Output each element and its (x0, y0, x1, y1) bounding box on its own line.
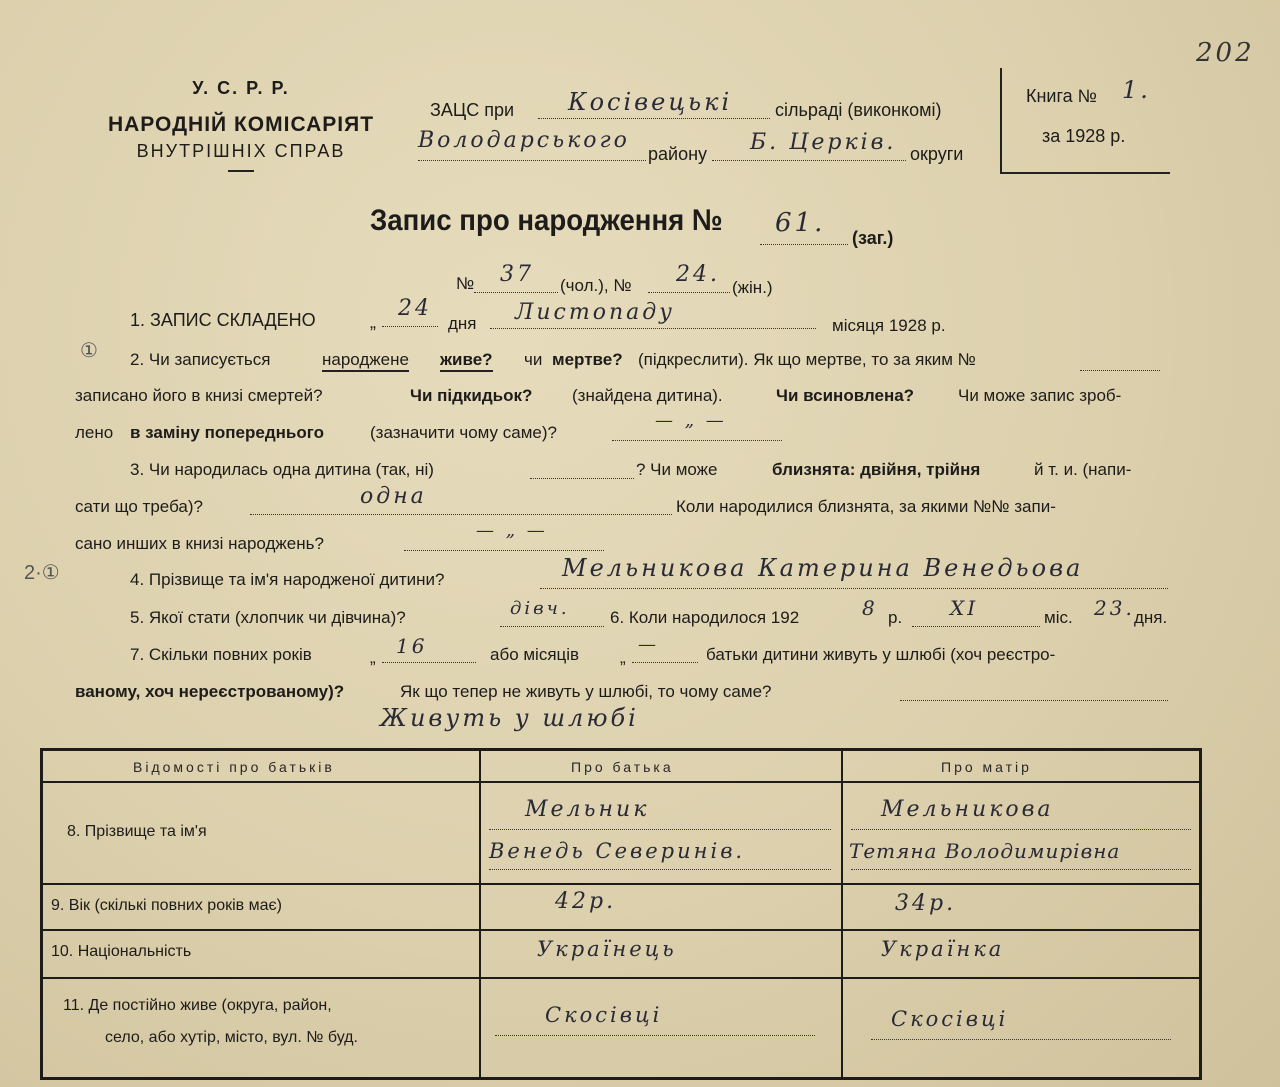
republic-label: У. С. Р. Р. (192, 78, 290, 98)
okrug-hw: Б. Церків. (750, 130, 897, 155)
margin-mark-1: ① (80, 340, 98, 362)
q7-quote2: „ (620, 648, 626, 667)
zags-suffix: сільраді (виконкомі) (775, 100, 942, 120)
q6-day-hw: 23. (1094, 596, 1135, 620)
row-residence-label-1: 11. Де постійно живе (округа, район, (63, 997, 332, 1014)
book-year: за 1928 р. (1042, 126, 1126, 146)
q1-month-hw: Листопаду (515, 300, 675, 325)
book-number: 1. (1122, 76, 1151, 104)
mother-name-line (851, 869, 1191, 870)
commissariat-label: НАРОДНІЙ КОМІСАРІЯТ (107, 113, 375, 136)
q2-line2-e: Чи може запис зроб- (958, 386, 1122, 405)
okrug-line (712, 160, 906, 161)
q2-answer-hw: — „ — (655, 410, 727, 431)
header-dash (228, 170, 254, 172)
mother-name-hw: Тетяна Володимирівна (849, 839, 1121, 863)
q2-line2-d: Чи всиновлена? (776, 386, 915, 405)
q3-line2-a: сати що треба)? (75, 497, 203, 516)
q4-answer-line (540, 588, 1168, 589)
q1-day-line (382, 326, 438, 327)
male-no-line (474, 292, 558, 293)
mother-surname-line (851, 829, 1191, 830)
female-label: (жін.) (732, 278, 773, 297)
district-line (418, 160, 646, 161)
record-number-line (760, 244, 848, 245)
row-name-label: 8. Прізвище та ім'я (67, 823, 207, 840)
mother-residence-line (871, 1039, 1171, 1040)
dept-label: ВНУТРІШНІХ СПРАВ (136, 141, 346, 161)
mother-age-hw: 34р. (895, 891, 957, 916)
mother-nationality-hw: Українка (881, 937, 1005, 961)
q3-answer2-hw: — „ — (476, 520, 548, 541)
father-residence-hw: Скосівці (545, 1003, 663, 1027)
q7-answer-line (900, 700, 1168, 701)
q7-years-line (382, 662, 476, 663)
q3-b: ? Чи може (636, 460, 718, 479)
father-age-hw: 42р. (555, 889, 617, 914)
row-residence-label-2: село, або хутір, місто, вул. № буд. (105, 1029, 358, 1046)
q2-b: народжене (322, 350, 409, 372)
father-surname-hw: Мельник (525, 797, 650, 822)
record-number-hw: 61. (775, 208, 826, 238)
record-title-suffix: (заг.) (852, 228, 894, 248)
q2-a: 2. Чи записується (130, 350, 271, 369)
female-no-hw: 24. (676, 262, 720, 287)
q5-answer-line (500, 626, 604, 627)
q7-line2-a: ваному, хоч нереєстрованому)? (75, 682, 345, 701)
zags-village-hw: Косівецькі (568, 88, 733, 116)
table-row-divider-2 (43, 929, 1199, 931)
q6-month-line (912, 626, 1040, 627)
record-title: Запис про народження № (370, 204, 723, 237)
father-nationality-hw: Українець (537, 937, 677, 961)
q7-months-line (632, 662, 698, 663)
table-header-divider (43, 781, 1199, 783)
district-label: району (648, 144, 708, 164)
table-row-divider-3 (43, 977, 1199, 979)
table-col-divider-1 (479, 751, 481, 1077)
mother-surname-hw: Мельникова (881, 797, 1054, 822)
q1-day-hw: 24 (398, 296, 432, 321)
q7-months-hw: — (638, 634, 659, 655)
q3-d: й т. и. (напи- (1034, 460, 1132, 479)
q2-f: (підкреслити). Як що мертве, то за яким № (638, 350, 976, 369)
q6-dnya: дня. (1134, 608, 1168, 627)
district-hw: Володарського (418, 128, 630, 153)
okrug-label: округи (910, 144, 964, 164)
q2-line3-a: лено (75, 423, 114, 442)
zags-prefix: ЗАЦС при (430, 100, 515, 120)
book-label: Книга № (1026, 86, 1097, 106)
q3-line2-b: Коли народилися близнята, за якими №№ запи- (676, 497, 1056, 516)
q6-label: 6. Коли народилося 192 (610, 608, 800, 627)
q2-line2-a: записано його в книзі смертей? (75, 386, 323, 405)
father-name-line (489, 869, 831, 870)
q7-quote1: „ (370, 648, 376, 667)
table-header-mother: Про матір (941, 759, 1032, 775)
q6-month-hw: XI (950, 596, 979, 620)
male-no-label: № (456, 274, 475, 293)
q1-suffix: місяця 1928 р. (832, 316, 946, 335)
q1-prefix: 1. ЗАПИС СКЛАДЕНО (130, 310, 316, 330)
header-org-block (96, 78, 386, 172)
q2-line3-c: (зазначити чому саме)? (370, 423, 557, 442)
page-number: 202 (1196, 38, 1255, 68)
q7-years-hw: 16 (396, 634, 428, 658)
father-residence-line (495, 1035, 815, 1036)
q5-label: 5. Якої стати (хлопчик чи дівчина)? (130, 608, 406, 627)
q1-month-line (490, 328, 816, 329)
q2-e: мертве? (552, 350, 623, 369)
q2-answer-line (612, 440, 782, 441)
q1-quote-open: „ (370, 312, 376, 332)
father-name-hw: Венедь Северинів. (489, 839, 746, 863)
q3-line3: сано инших в книзі народжень? (75, 534, 324, 553)
q3-answer-line (250, 514, 672, 515)
q2-line2-b: Чи підкидьок? (410, 386, 533, 405)
female-no-line (648, 292, 730, 293)
q2-line3-b: в заміну попереднього (130, 423, 324, 442)
table-header-info: Відомості про батьків (133, 759, 335, 775)
q7-c: батьки дитини живуть у шлюбі (хоч реєстро- (706, 645, 1056, 664)
q2-d: чи (524, 350, 543, 369)
q6-year-hw: 8 (862, 596, 878, 620)
father-surname-line (489, 829, 831, 830)
male-label: (чол.), № (560, 276, 632, 295)
zags-village-line (538, 118, 770, 119)
q2-no-line (1080, 370, 1160, 371)
table-col-divider-2 (841, 751, 843, 1077)
q3-a-line (530, 478, 634, 479)
q3-a: 3. Чи народилась одна дитина (так, ні) (130, 460, 434, 479)
parents-table (40, 748, 1202, 1080)
q4-label: 4. Прізвище та ім'я народженої дитини? (130, 570, 445, 589)
q7-line2-b: Як що тепер не живуть у шлюбі, то чому саме? (400, 682, 772, 701)
q2-line2-c: (знайдена дитина). (572, 386, 723, 405)
margin-mark-2: 2·① (24, 562, 60, 584)
q7-b: або місяців (490, 645, 580, 664)
mother-residence-hw: Скосівці (891, 1007, 1009, 1031)
q7-answer-hw: Живуть у шлюбі (380, 704, 639, 732)
q7-a: 7. Скільки повних років (130, 645, 312, 664)
table-row-divider-1 (43, 883, 1199, 885)
q3-c: близнята: двійня, трійня (772, 460, 981, 479)
q1-day-label: дня (448, 314, 477, 333)
row-age-label: 9. Вік (скількі повних років має) (51, 897, 282, 914)
q3-answer2-line (404, 550, 604, 551)
row-nationality-label: 10. Національність (51, 943, 192, 960)
q3-answer-hw: одна (360, 484, 427, 509)
q4-answer-hw: Мельникова Катерина Венедьова (562, 554, 1084, 582)
male-no-hw: 37 (500, 262, 534, 287)
table-header-father: Про батька (571, 759, 674, 775)
q2-c: живе? (440, 350, 493, 372)
q6-mis: міс. (1044, 608, 1073, 627)
q6-r: р. (888, 608, 903, 627)
q5-answer-hw: дівч. (510, 598, 570, 619)
